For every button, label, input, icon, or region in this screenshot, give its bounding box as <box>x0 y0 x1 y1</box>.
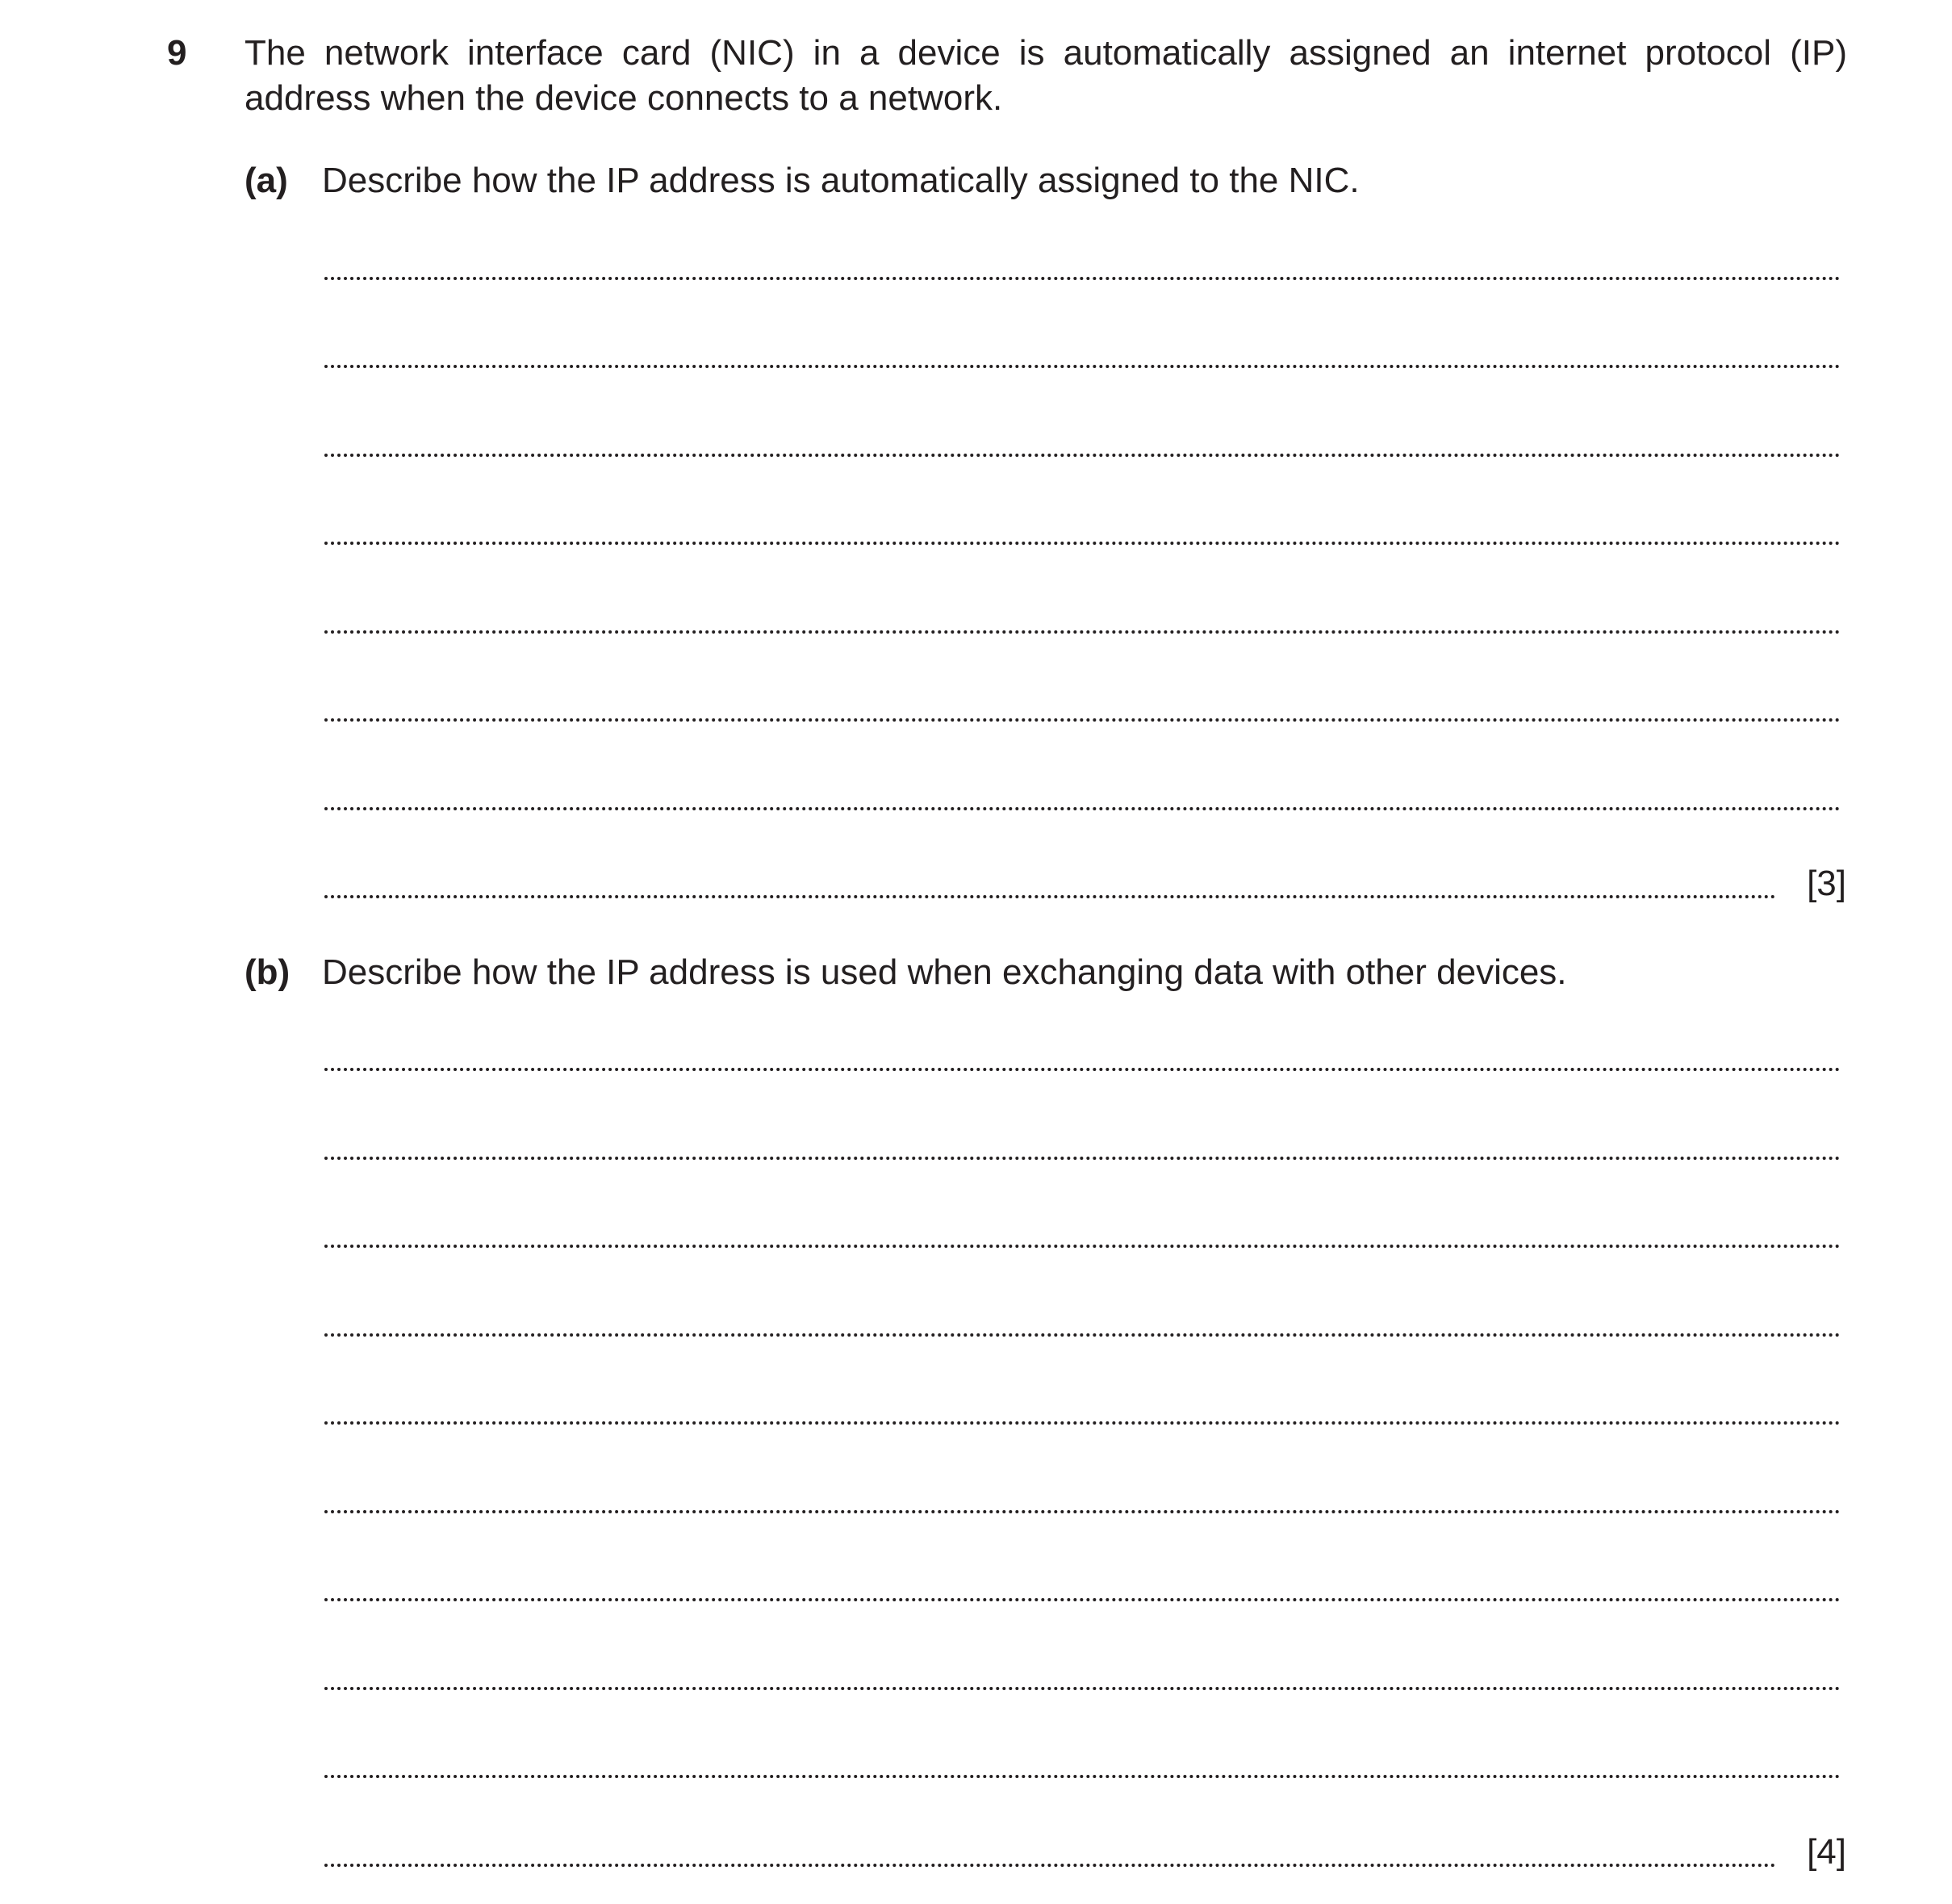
answer-line[interactable] <box>324 807 1841 810</box>
part-b-question: Describe how the IP address is used when exchanging data with other devices. <box>322 952 1567 992</box>
answer-line[interactable] <box>324 1510 1841 1513</box>
answer-line[interactable] <box>324 277 1841 280</box>
part-b-label: (b) <box>245 952 291 992</box>
answer-line[interactable] <box>324 1068 1841 1071</box>
part-a-label: (a) <box>245 161 288 200</box>
answer-line[interactable] <box>324 454 1841 457</box>
answer-line[interactable] <box>324 895 1776 898</box>
answer-line[interactable] <box>324 1333 1841 1337</box>
part-a-marks: [3] <box>1807 864 1846 903</box>
answer-line[interactable] <box>324 1157 1841 1160</box>
question-number: 9 <box>167 33 187 73</box>
answer-line[interactable] <box>324 1864 1776 1867</box>
answer-line[interactable] <box>324 1421 1841 1425</box>
part-a-question: Describe how the IP address is automatically assigned to the NIC. <box>322 161 1360 200</box>
answer-line[interactable] <box>324 630 1841 634</box>
answer-line[interactable] <box>324 1245 1841 1248</box>
part-b-marks: [4] <box>1807 1832 1846 1872</box>
answer-line[interactable] <box>324 365 1841 368</box>
answer-line[interactable] <box>324 718 1841 722</box>
answer-line[interactable] <box>324 1687 1841 1690</box>
answer-line[interactable] <box>324 542 1841 545</box>
answer-line[interactable] <box>324 1598 1841 1601</box>
question-intro: The network interface card (NIC) in a device is automatically assigned an internet protocol (IP) address when the device connects to a network. <box>245 33 1847 118</box>
answer-line[interactable] <box>324 1775 1841 1778</box>
